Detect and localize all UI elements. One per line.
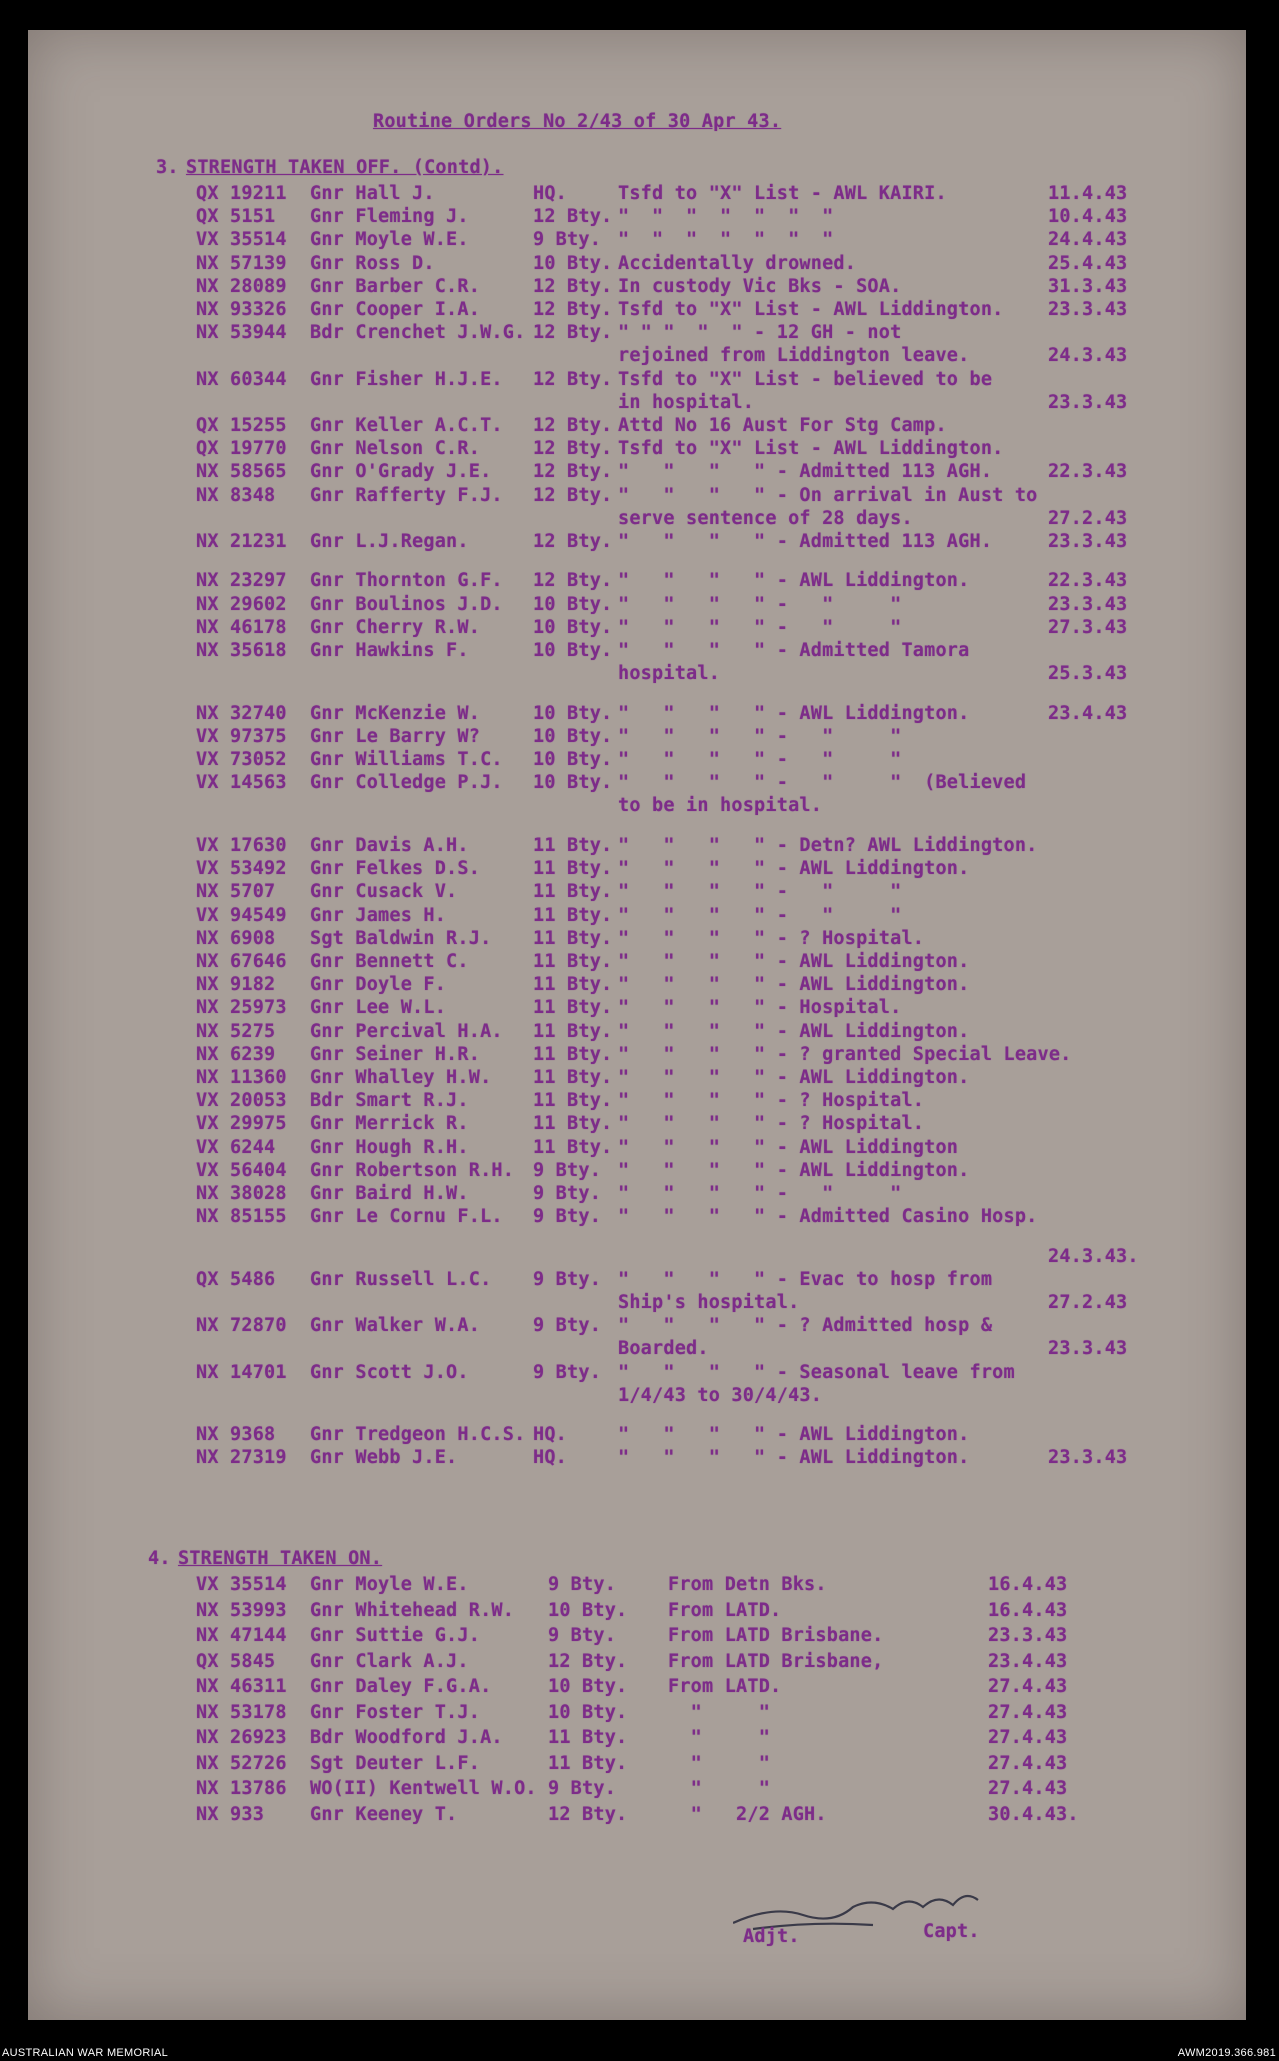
date: 23.3.43 [1048,1447,1128,1469]
service-number: QX 5845 [196,1650,276,1672]
soldier-name: Gnr Hall J. [310,183,435,204]
service-number: NX 28089 [196,275,287,297]
service-number: VX 53492 [196,858,287,880]
service-number: NX 6239 [196,1043,276,1065]
remark: to be in hospital. [618,795,823,817]
soldier-name: Gnr Doyle F. [310,974,447,996]
remark: " " " " - AWL Liddington [618,1136,959,1158]
date: 27.4.43 [988,1701,1068,1723]
soldier-name: Gnr Foster T.J. [310,1701,481,1723]
service-number: QX 15255 [196,415,287,436]
unit: 9 Bty. [533,229,602,251]
unit: 12 Bty. [533,438,613,460]
remark: " " " " - Detn? AWL Liddington. [618,834,1038,856]
service-number: VX 35514 [196,229,287,251]
footer-institution: AUSTRALIAN WAR MEMORIAL [2,2047,169,2059]
service-number: NX 38028 [196,1182,287,1204]
remark: serve sentence of 28 days. [618,507,913,529]
service-number: VX 14563 [196,772,287,794]
soldier-name: Bdr Woodford J.A. [310,1727,503,1748]
unit: 12 Bty. [533,322,613,344]
remark: Ship's hospital. [618,1291,800,1313]
soldier-name: Gnr Baird H.W. [310,1182,469,1204]
soldier-name: Gnr James H. [310,904,447,926]
unit: 10 Bty. [548,1701,628,1723]
soldier-name: Gnr Whalley H.W. [310,1066,492,1088]
remark: " " " " - On arrival in Aust to [618,484,1038,506]
date: 24.3.43. [1048,1245,1139,1267]
unit: 9 Bty. [533,1159,602,1181]
unit: 11 Bty. [533,997,613,1019]
unit: HQ. [533,183,568,204]
remark: " " " " - " " [618,904,902,926]
soldier-name: Gnr Scott J.O. [310,1361,469,1383]
soldier-name: Gnr Whitehead R.W. [310,1599,515,1621]
soldier-name: Gnr Barber C.R. [310,275,481,297]
soldier-name: WO(II) Kentwell W.O. [310,1778,537,1799]
soldier-name: Bdr Crenchet J.W.G. [310,322,526,344]
remark: From Detn Bks. [668,1574,827,1595]
remark: " " " " - AWL Liddington. [618,702,970,724]
soldier-name: Gnr Cooper I.A. [310,299,481,320]
unit: 11 Bty. [533,950,613,972]
unit: 10 Bty. [533,702,613,724]
soldier-name: Gnr Rafferty F.J. [310,484,503,506]
date: 23.3.43 [1048,593,1128,615]
date: 30.4.43. [988,1803,1079,1825]
remark: " " " " - AWL Liddington. [618,1424,970,1446]
soldier-name: Gnr Cusack V. [310,881,458,903]
date: 23.3.43 [1048,1338,1128,1360]
soldier-name: Gnr Keeney T. [310,1803,458,1825]
unit: 9 Bty. [548,1625,617,1646]
remark: " " [668,1752,771,1774]
service-number: NX 14701 [196,1361,287,1383]
service-number: QX 19211 [196,183,287,204]
remark: " " " " - Evac to hosp from [618,1268,993,1290]
service-number: NX 57139 [196,252,287,274]
date: 16.4.43 [988,1574,1068,1595]
unit: 9 Bty. [533,1182,602,1204]
unit: 11 Bty. [533,834,613,856]
date: 22.3.43 [1048,570,1128,592]
remark: From LATD Brisbane. [668,1625,884,1646]
unit: 11 Bty. [548,1752,628,1774]
soldier-name: Gnr Davis A.H. [310,834,469,856]
date: 23.3.43 [988,1625,1068,1646]
soldier-name: Gnr Nelson C.R. [310,438,481,460]
soldier-name: Gnr Fisher H.J.E. [310,368,503,390]
unit: 11 Bty. [533,1113,613,1135]
unit: 9 Bty. [533,1361,602,1383]
date: 23.3.43 [1048,531,1128,552]
unit: 12 Bty. [533,531,613,552]
date: 31.3.43 [1048,275,1128,297]
service-number: VX 56404 [196,1159,287,1181]
service-number: VX 17630 [196,834,287,856]
unit: 10 Bty. [533,616,613,638]
service-number: NX 46311 [196,1676,287,1697]
service-number: NX 9182 [196,974,276,996]
section-number: 3. [156,157,179,178]
service-number: NX 47144 [196,1625,287,1646]
remark: " " [668,1727,771,1748]
service-number: NX 72870 [196,1315,287,1337]
signature-rank: Capt. [923,1921,980,1942]
date: 27.4.43 [988,1778,1068,1799]
service-number: NX 5275 [196,1020,276,1042]
remark: " " " " - AWL Liddington. [618,570,970,592]
remark: " " " " - Hospital. [618,997,902,1019]
service-number: NX 53993 [196,1599,287,1621]
remark: " " " " - AWL Liddington. [618,1447,970,1469]
soldier-name: Gnr Thornton G.F. [310,570,503,592]
service-number: VX 94549 [196,904,287,926]
unit: 10 Bty. [533,252,613,274]
service-number: NX 32740 [196,702,287,724]
page-title: Routine Orders No 2/43 of 30 Apr 43. [373,111,782,132]
unit: 12 Bty. [533,368,613,390]
soldier-name: Gnr Williams T.C. [310,749,503,771]
remark: " " " " - Admitted 113 AGH. [618,531,993,552]
unit: 10 Bty. [533,725,613,747]
soldier-name: Bdr Smart R.J. [310,1090,469,1112]
soldier-name: Gnr Fleming J. [310,206,469,228]
remark: In custody Vic Bks - SOA. [618,275,902,297]
date: 16.4.43 [988,1599,1068,1621]
remark: " " " " - ? Admitted hosp & [618,1315,993,1337]
unit: 9 Bty. [533,1315,602,1337]
unit: 11 Bty. [533,1090,613,1112]
service-number: NX 23297 [196,570,287,592]
service-number: NX 21231 [196,531,287,552]
soldier-name: Gnr Felkes D.S. [310,858,481,880]
remark: 1/4/43 to 30/4/43. [618,1384,823,1406]
soldier-name: Gnr Cherry R.W. [310,616,481,638]
soldier-name: Sgt Baldwin R.J. [310,927,492,949]
date: 27.2.43 [1048,1291,1128,1313]
service-number: VX 29975 [196,1113,287,1135]
soldier-name: Gnr Bennett C. [310,950,469,972]
remark: in hospital. [618,391,755,413]
remark: " " " " - Admitted 113 AGH. [618,461,993,483]
unit: 9 Bty. [548,1778,617,1799]
date: 25.4.43 [1048,252,1128,274]
remark: " " " " - AWL Liddington. [618,858,970,880]
remark: " " " " " " " [618,229,834,251]
unit: 11 Bty. [548,1727,628,1748]
soldier-name: Gnr Suttie G.J. [310,1625,481,1646]
soldier-name: Gnr Moyle W.E. [310,1574,469,1595]
remark: " " " " - AWL Liddington. [618,1020,970,1042]
footer-accession-id: AWM2019.366.981 [1177,2047,1276,2059]
unit: 11 Bty. [533,974,613,996]
remark: " " " " " - 12 GH - not [618,322,902,344]
date: 23.3.43 [1048,391,1128,413]
remark: " " [668,1778,771,1799]
date: 27.4.43 [988,1727,1068,1748]
unit: 11 Bty. [533,927,613,949]
soldier-name: Gnr Seiner H.R. [310,1043,481,1065]
soldier-name: Gnr Merrick R. [310,1113,469,1135]
unit: 9 Bty. [533,1268,602,1290]
remark: " " " " - Admitted Tamora [618,640,970,662]
unit: 11 Bty. [533,904,613,926]
remark: " " " " - ? granted Special Leave. [618,1043,1072,1065]
service-number: NX 67646 [196,950,287,972]
soldier-name: Gnr Russell L.C. [310,1268,492,1290]
unit: 11 Bty. [533,1043,613,1065]
remark: " " " " - Seasonal leave from [618,1361,1015,1383]
unit: 12 Bty. [548,1650,628,1672]
date: 27.4.43 [988,1752,1068,1774]
remark: " " " " - AWL Liddington. [618,974,970,996]
soldier-name: Gnr Moyle W.E. [310,229,469,251]
remark: " " " " - AWL Liddington. [618,1066,970,1088]
soldier-name: Gnr Webb J.E. [310,1447,458,1469]
service-number: QX 5151 [196,206,276,228]
soldier-name: Gnr Le Cornu F.L. [310,1206,503,1228]
document-page [28,30,1246,2020]
soldier-name: Gnr Colledge P.J. [310,772,503,794]
unit: 12 Bty. [533,299,613,320]
date: 22.3.43 [1048,461,1128,483]
date: 23.4.43 [988,1650,1068,1672]
unit: 9 Bty. [533,1206,602,1228]
unit: 11 Bty. [533,1020,613,1042]
service-number: NX 6908 [196,927,276,949]
service-number: NX 46178 [196,616,287,638]
remark: hospital. [618,663,721,685]
service-number: NX 933 [196,1803,265,1825]
unit: 11 Bty. [533,1136,613,1158]
unit: 12 Bty. [533,484,613,506]
unit: HQ. [533,1447,568,1469]
date: 24.3.43 [1048,345,1128,367]
soldier-name: Gnr Ross D. [310,252,435,274]
remark: " " " " - ? Hospital. [618,1090,925,1112]
date: 27.4.43 [988,1676,1068,1697]
service-number: NX 26923 [196,1727,287,1748]
service-number: NX 5707 [196,881,276,903]
service-number: NX 93326 [196,299,287,320]
unit: 12 Bty. [533,461,613,483]
service-number: VX 6244 [196,1136,276,1158]
remark: Tsfd to "X" List - AWL Liddington. [618,299,1004,320]
soldier-name: Gnr Keller A.C.T. [310,415,503,436]
service-number: NX 25973 [196,997,287,1019]
remark: Accidentally drowned. [618,252,857,274]
soldier-name: Gnr Le Barry W? [310,725,481,747]
remark: " 2/2 AGH. [668,1803,827,1825]
remark: " " " " " " " [618,206,834,228]
remark: " " " " - " " [618,593,902,615]
remark: " " " " - " " (Believed [618,772,1027,794]
unit: 11 Bty. [533,1066,613,1088]
service-number: QX 5486 [196,1268,276,1290]
soldier-name: Gnr Walker W.A. [310,1315,481,1337]
soldier-name: Gnr Robertson R.H. [310,1159,515,1181]
soldier-name: Gnr Lee W.L. [310,997,447,1019]
soldier-name: Gnr Tredgeon H.C.S. [310,1424,526,1446]
section-heading: STRENGTH TAKEN ON. [178,1548,383,1569]
remark: " " " " - " " [618,1182,902,1204]
service-number: NX 9368 [196,1424,276,1446]
date: 25.3.43 [1048,663,1128,685]
unit: 10 Bty. [533,772,613,794]
date: 23.3.43 [1048,299,1128,320]
soldier-name: Sgt Deuter L.F. [310,1752,481,1774]
soldier-name: Gnr Clark A.J. [310,1650,469,1672]
date: 24.4.43 [1048,229,1128,251]
soldier-name: Gnr Boulinos J.D. [310,593,503,615]
remark: " " " " - ? Hospital. [618,1113,925,1135]
unit: 10 Bty. [533,749,613,771]
service-number: NX 85155 [196,1206,287,1228]
soldier-name: Gnr McKenzie W. [310,702,481,724]
date: 11.4.43 [1048,183,1128,204]
date: 23.4.43 [1048,702,1128,724]
soldier-name: Gnr Hough R.H. [310,1136,469,1158]
service-number: NX 53178 [196,1701,287,1723]
remark: Attd No 16 Aust For Stg Camp. [618,415,947,436]
remark: " " " " - ? Hospital. [618,927,925,949]
remark: From LATD. [668,1676,782,1697]
remark: " " " " - " " [618,881,902,903]
service-number: VX 73052 [196,749,287,771]
service-number: NX 35618 [196,640,287,662]
date: 27.3.43 [1048,616,1128,638]
service-number: VX 97375 [196,725,287,747]
section-heading: STRENGTH TAKEN OFF. (Contd). [186,157,504,178]
unit: 12 Bty. [548,1803,628,1825]
remark: Tsfd to "X" List - believed to be [618,368,993,390]
soldier-name: Gnr Hawkins F. [310,640,469,662]
remark: " " " " - AWL Liddington. [618,1159,970,1181]
unit: 10 Bty. [533,640,613,662]
remark: Tsfd to "X" List - AWL Liddington. [618,438,1004,460]
soldier-name: Gnr Percival H.A. [310,1020,503,1042]
date: 27.2.43 [1048,507,1128,529]
remark: rejoined from Liddington leave. [618,345,970,367]
remark: " " " " - " " [618,725,902,747]
soldier-name: Gnr L.J.Regan. [310,531,469,552]
unit: 10 Bty. [548,1599,628,1621]
section-number: 4. [148,1548,171,1569]
unit: 11 Bty. [533,881,613,903]
unit: 12 Bty. [533,275,613,297]
remark: Tsfd to "X" List - AWL KAIRI. [618,183,947,204]
unit: 11 Bty. [533,858,613,880]
service-number: NX 29602 [196,593,287,615]
unit: 10 Bty. [548,1676,628,1697]
unit: 12 Bty. [533,206,613,228]
unit: HQ. [533,1424,568,1446]
service-number: NX 60344 [196,368,287,390]
signature-role: Adjt. [743,1926,800,1947]
remark: Boarded. [618,1338,709,1360]
service-number: NX 53944 [196,322,287,344]
soldier-name: Gnr Daley F.G.A. [310,1676,492,1697]
remark: " " " " - AWL Liddington. [618,950,970,972]
remark: " " [668,1701,771,1723]
remark: From LATD. [668,1599,782,1621]
unit: 9 Bty. [548,1574,617,1595]
remark: " " " " - Admitted Casino Hosp. [618,1206,1038,1228]
service-number: NX 8348 [196,484,276,506]
service-number: QX 19770 [196,438,287,460]
service-number: NX 58565 [196,461,287,483]
date: 10.4.43 [1048,206,1128,228]
service-number: VX 20053 [196,1090,287,1112]
remark: " " " " - " " [618,616,902,638]
service-number: VX 35514 [196,1574,287,1595]
unit: 12 Bty. [533,415,613,436]
service-number: NX 52726 [196,1752,287,1774]
unit: 12 Bty. [533,570,613,592]
service-number: NX 27319 [196,1447,287,1469]
unit: 10 Bty. [533,593,613,615]
remark: " " " " - " " [618,749,902,771]
service-number: NX 13786 [196,1778,287,1799]
remark: From LATD Brisbane, [668,1650,884,1672]
soldier-name: Gnr O'Grady J.E. [310,461,492,483]
service-number: NX 11360 [196,1066,287,1088]
